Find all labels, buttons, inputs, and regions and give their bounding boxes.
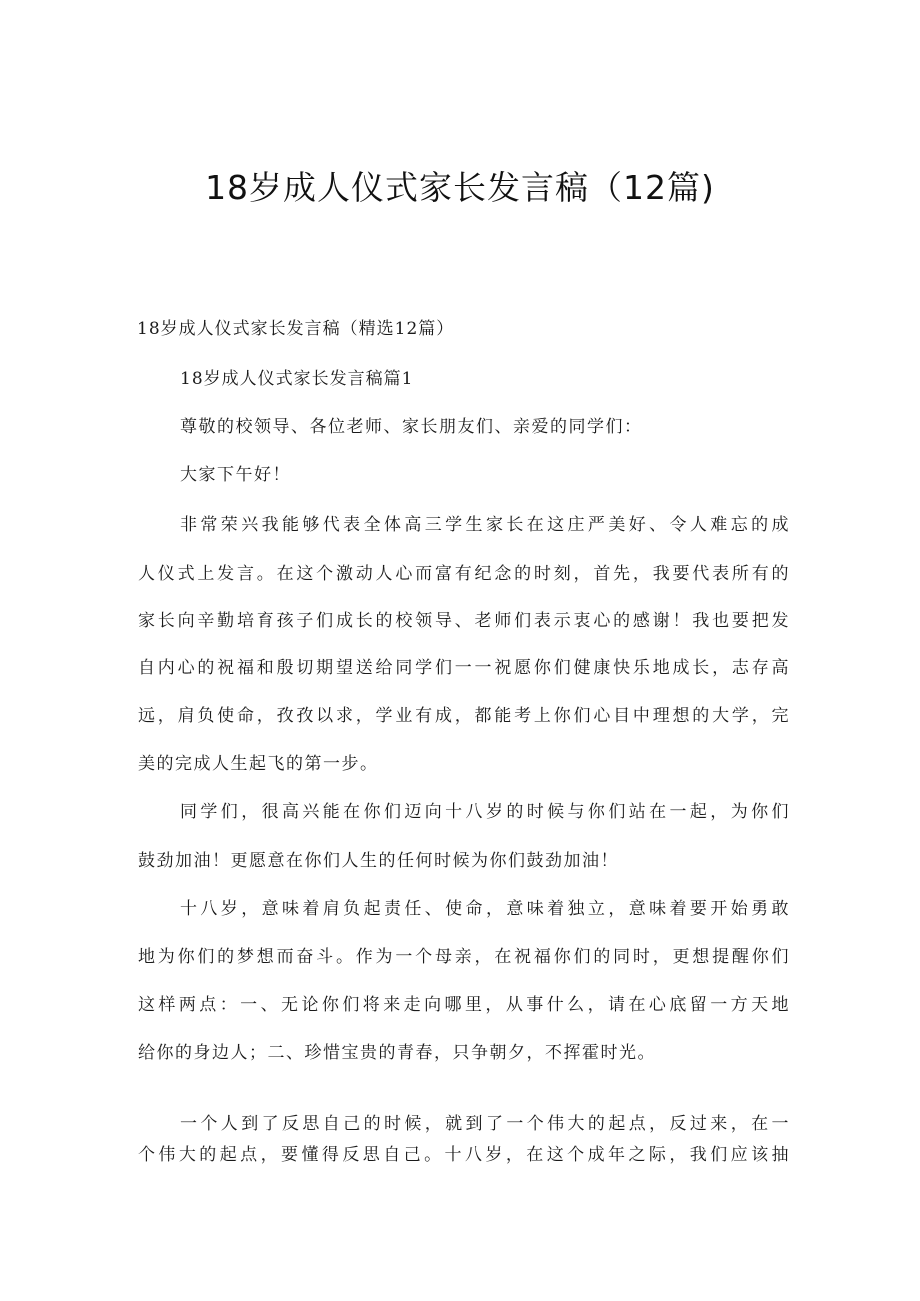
document-subtitle: 18岁成人仪式家长发言稿（精选12篇） — [137, 319, 455, 339]
paragraph-line: 家长向辛勤培育孩子们成长的校领导、老师们表示衷心的感谢！我也要把发 — [138, 611, 790, 631]
greeting: 大家下午好！ — [180, 465, 291, 485]
paragraph-line: 自内心的祝福和殷切期望送给同学们一一祝愿你们健康快乐地成长，志存高 — [138, 658, 790, 678]
paragraph-line: 非常荣兴我能够代表全体高三学生家长在这庄严美好、令人难忘的成 — [180, 515, 790, 535]
paragraph-line: 美的完成人生起飞的第一步。 — [138, 754, 379, 774]
paragraph-line: 同学们，很高兴能在你们迈向十八岁的时候与你们站在一起，为你们 — [180, 802, 790, 822]
salutation: 尊敬的校领导、各位老师、家长朋友们、亲爱的同学们： — [180, 417, 643, 437]
paragraph-line: 一个人到了反思自己的时候，就到了一个伟大的起点，反过来，在一 — [180, 1114, 790, 1134]
document-title: 18岁成人仪式家长发言稿（12篇) — [205, 168, 715, 207]
paragraph-line: 人仪式上发言。在这个激动人心而富有纪念的时刻，首先，我要代表所有的 — [138, 564, 790, 584]
paragraph-line: 给你的身边人；二、珍惜宝贵的青春，只争朝夕，不挥霍时光。 — [138, 1043, 656, 1063]
paragraph-line: 这样两点：一、无论你们将来走向哪里，从事什么，请在心底留一方天地 — [138, 995, 790, 1015]
paragraph-line: 远，肩负使命，孜孜以求，学业有成，都能考上你们心目中理想的大学，完 — [138, 706, 790, 726]
paragraph-line: 地为你们的梦想而奋斗。作为一个母亲，在祝福你们的同时，更想提醒你们 — [138, 947, 790, 967]
section-heading: 18岁成人仪式家长发言稿篇1 — [180, 369, 414, 389]
paragraph-line: 十八岁，意味着肩负起责任、使命，意味着独立，意味着要开始勇敢 — [180, 899, 790, 919]
paragraph-line: 个伟大的起点，要懂得反思自己。十八岁，在这个成年之际，我们应该抽 — [138, 1145, 790, 1165]
paragraph-line: 鼓劲加油！更愿意在你们人生的任何时候为你们鼓劲加油！ — [138, 851, 619, 871]
